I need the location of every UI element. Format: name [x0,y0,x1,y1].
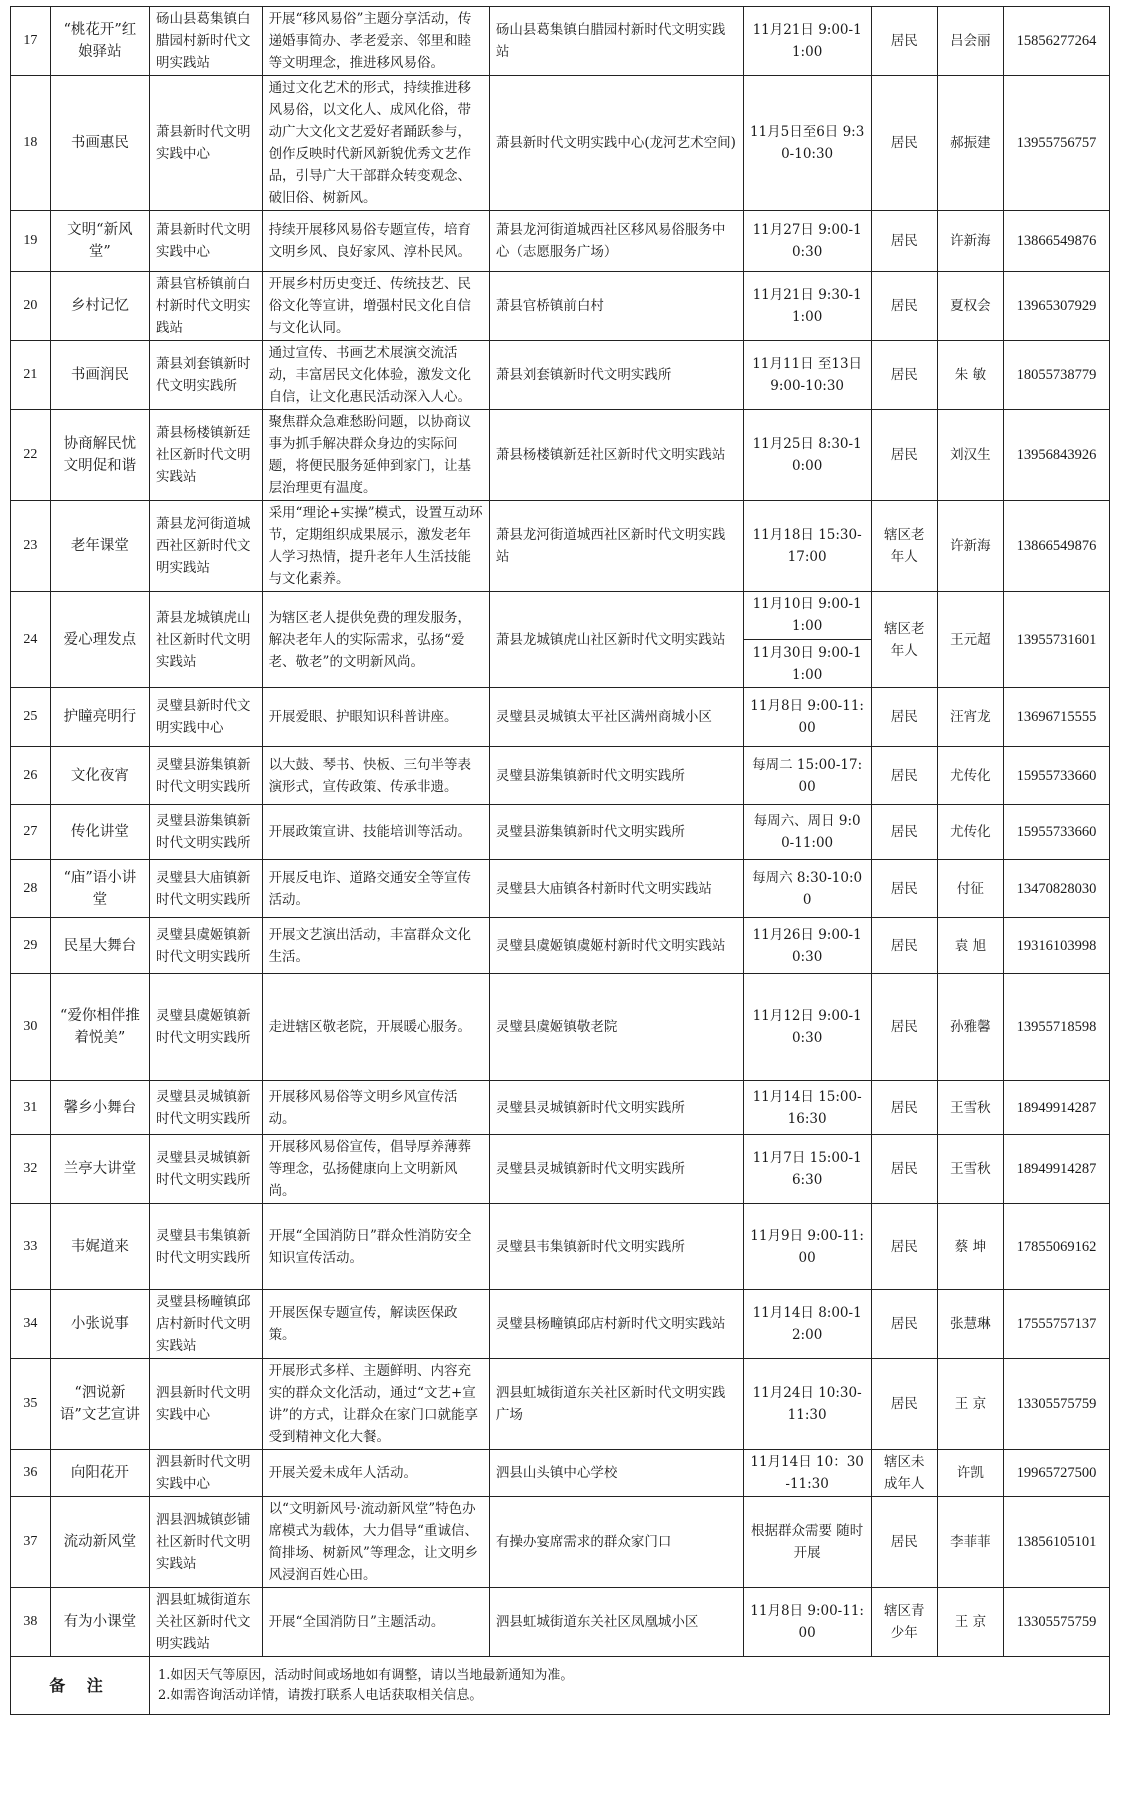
organizer-venue: 泗县新时代文明实践中心 [150,1359,263,1450]
activity-time: 11月18日 15:30-17:00 [743,501,871,592]
activity-location: 泗县虹城街道东关社区凤凰城小区 [489,1588,743,1657]
activity-time: 每周六、周日 9:00-11:00 [743,805,871,860]
contact-phone: 13470828030 [1004,860,1110,918]
activity-name: 小张说事 [50,1290,149,1359]
activity-content: 开展移风易俗宣传，倡导厚养薄葬等理念，弘扬健康向上文明新风尚。 [262,1135,489,1204]
organizer-venue: 泗县泗城镇彭铺社区新时代文明实践站 [150,1497,263,1588]
activity-content: 开展文艺演出活动，丰富群众文化生活。 [262,918,489,974]
notes-label: 备 注 [11,1657,150,1715]
activity-name: 馨乡小舞台 [50,1081,149,1135]
activity-location: 萧县龙河街道城西社区移风易俗服务中心（志愿服务广场） [489,211,743,272]
contact-person: 刘汉生 [937,410,1003,501]
target-audience: 居民 [871,7,937,76]
contact-phone: 13866549876 [1004,211,1110,272]
table-row [11,747,1110,805]
contact-phone: 19316103998 [1004,918,1110,974]
organizer-venue: 萧县龙城镇虎山社区新时代文明实践站 [150,592,263,688]
activity-location: 砀山县葛集镇白腊园村新时代文明实践站 [489,7,743,76]
organizer-venue: 泗县虹城街道东关社区新时代文明实践站 [150,1588,263,1657]
contact-phone: 19965727500 [1004,1450,1110,1497]
activity-time: 每周六 8:30-10:00 [743,860,871,918]
table-row [11,7,1110,76]
organizer-venue: 萧县杨楼镇新廷社区新时代文明实践站 [150,410,263,501]
activity-name: “桃花开”红娘驿站 [50,7,149,76]
activity-name: “爱你相伴推着悦美” [50,974,149,1081]
activity-name: 韦娓道来 [50,1204,149,1290]
target-audience: 居民 [871,1081,937,1135]
activity-content: 以“文明新风号·流动新风堂”特色办席模式为载体，大力倡导“重诚信、简排场、树新风”等理念，让文明乡风浸润百姓心田。 [262,1497,489,1588]
table-row [11,1450,1110,1497]
activity-name: 协商解民忧文明促和谐 [50,410,149,501]
organizer-venue: 泗县新时代文明实践中心 [150,1450,263,1497]
activity-content: 开展政策宣讲、技能培训等活动。 [262,805,489,860]
table-row [11,76,1110,211]
row-number: 38 [11,1588,51,1657]
activity-location: 萧县杨楼镇新廷社区新时代文明实践站 [489,410,743,501]
target-audience: 居民 [871,76,937,211]
activity-time-second: 11月30日 9:00-11:00 [752,645,862,683]
contact-person: 王 京 [937,1588,1003,1657]
contact-person: 汪宵龙 [937,688,1003,747]
activity-time [743,592,871,688]
row-number: 30 [11,974,51,1081]
organizer-venue: 灵璧县韦集镇新时代文明实践所 [150,1204,263,1290]
table-row [11,1290,1110,1359]
activity-table [10,6,1110,1715]
organizer-venue: 萧县新时代文明实践中心 [150,76,263,211]
activity-time: 11月14日 8:00-12:00 [743,1290,871,1359]
activity-location: 萧县龙城镇虎山社区新时代文明实践站 [489,592,743,688]
contact-person: 王元超 [937,592,1003,688]
organizer-venue: 萧县新时代文明实践中心 [150,211,263,272]
activity-name: 向阳花开 [50,1450,149,1497]
table-row [11,974,1110,1081]
activity-content: 开展乡村历史变迁、传统技艺、民俗文化等宣讲，增强村民文化自信与文化认同。 [262,272,489,341]
row-number: 37 [11,1497,51,1588]
table-row [11,211,1110,272]
activity-time: 11月5日至6日 9:30-10:30 [743,76,871,211]
activity-time: 11月24日 10:30-11:30 [743,1359,871,1450]
activity-content: 聚焦群众急难愁盼问题，以协商议事为抓手解决群众身边的实际问题，将便民服务延伸到家门，让基层治理更有温度。 [262,410,489,501]
contact-phone: 18949914287 [1004,1135,1110,1204]
activity-content: 开展“全国消防日”群众性消防安全知识宣传活动。 [262,1204,489,1290]
activity-location: 灵璧县灵城镇太平社区满州商城小区 [489,688,743,747]
row-number: 34 [11,1290,51,1359]
organizer-venue: 萧县龙河街道城西社区新时代文明实践站 [150,501,263,592]
contact-phone: 17555757137 [1004,1290,1110,1359]
table-row [11,805,1110,860]
contact-person: 许凯 [937,1450,1003,1497]
table-row [11,688,1110,747]
activity-time: 11月12日 9:00-10:30 [743,974,871,1081]
activity-content: 开展“移风易俗”主题分享活动，传递婚事简办、孝老爱亲、邻里和睦等文明理念，推进移风易俗。 [262,7,489,76]
activity-time: 11月8日 9:00-11:00 [743,688,871,747]
row-number: 24 [11,592,51,688]
target-audience: 居民 [871,272,937,341]
activity-time-first: 11月10日 9:00-11:00 [752,596,862,634]
contact-phone: 13856105101 [1004,1497,1110,1588]
contact-phone: 13955756757 [1004,76,1110,211]
table-row [11,1135,1110,1204]
contact-person: 蔡 坤 [937,1204,1003,1290]
activity-time: 根据群众需要 随时开展 [743,1497,871,1588]
target-audience: 辖区未成年人 [871,1450,937,1497]
organizer-venue: 灵璧县新时代文明实践中心 [150,688,263,747]
target-audience: 居民 [871,211,937,272]
activity-name: “庙”语小讲堂 [50,860,149,918]
activity-content: 为辖区老人提供免费的理发服务，解决老年人的实际需求，弘扬“爱老、敬老”的文明新风尚。 [262,592,489,688]
organizer-venue: 萧县刘套镇新时代文明实践所 [150,341,263,410]
activity-location: 灵璧县游集镇新时代文明实践所 [489,805,743,860]
activity-name: 乡村记忆 [50,272,149,341]
contact-person: 袁 旭 [937,918,1003,974]
target-audience: 居民 [871,918,937,974]
activity-location: 灵璧县大庙镇各村新时代文明实践站 [489,860,743,918]
row-number: 35 [11,1359,51,1450]
table-row [11,1204,1110,1290]
activity-name: 文化夜宵 [50,747,149,805]
contact-phone: 15955733660 [1004,747,1110,805]
notes-text [150,1657,1110,1715]
notes-row [11,1657,1110,1715]
activity-content: 开展“全国消防日”主题活动。 [262,1588,489,1657]
activity-location: 灵璧县韦集镇新时代文明实践所 [489,1204,743,1290]
target-audience: 辖区青少年 [871,1588,937,1657]
organizer-venue: 灵璧县游集镇新时代文明实践所 [150,747,263,805]
contact-phone: 13956843926 [1004,410,1110,501]
activity-location: 灵璧县游集镇新时代文明实践所 [489,747,743,805]
activity-name: “泗说新语”文艺宣讲 [50,1359,149,1450]
target-audience: 居民 [871,1290,937,1359]
target-audience: 居民 [871,747,937,805]
organizer-venue: 灵璧县虞姬镇新时代文明实践所 [150,974,263,1081]
table-row [11,1081,1110,1135]
activity-location: 泗县山头镇中心学校 [489,1450,743,1497]
table-row [11,592,1110,688]
activity-time: 11月21日 9:00-11:00 [743,7,871,76]
activity-time: 每周二 15:00-17:00 [743,747,871,805]
activity-schedule [10,6,1110,1715]
contact-phone: 13955718598 [1004,974,1110,1081]
contact-person: 吕会丽 [937,7,1003,76]
organizer-venue: 灵璧县大庙镇新时代文明实践所 [150,860,263,918]
contact-person: 夏权会 [937,272,1003,341]
contact-person: 李菲菲 [937,1497,1003,1588]
target-audience: 辖区老年人 [871,501,937,592]
activity-name: 流动新风堂 [50,1497,149,1588]
activity-name: 爱心理发点 [50,592,149,688]
activity-content: 通过文化艺术的形式，持续推进移风易俗，以文化人、成风化俗，带动广大文化文艺爱好者踊跃参与，创作反映时代新风新貌优秀文艺作品，引导广大干部群众转变观念、破旧俗、树新风。 [262,76,489,211]
target-audience: 辖区老年人 [871,592,937,688]
activity-location: 灵璧县虞姬镇虞姬村新时代文明实践站 [489,918,743,974]
activity-content: 走进辖区敬老院，开展暖心服务。 [262,974,489,1081]
activity-name: 传化讲堂 [50,805,149,860]
table-row [11,272,1110,341]
table-row [11,1359,1110,1450]
activity-name: 护瞳亮明行 [50,688,149,747]
organizer-venue: 灵璧县游集镇新时代文明实践所 [150,805,263,860]
activity-name: 书画润民 [50,341,149,410]
row-number: 18 [11,76,51,211]
activity-location: 有操办宴席需求的群众家门口 [489,1497,743,1588]
activity-location: 灵璧县虞姬镇敬老院 [489,974,743,1081]
activity-time: 11月7日 15:00-16:30 [743,1135,871,1204]
activity-content: 开展反电诈、道路交通安全等宣传活动。 [262,860,489,918]
organizer-venue: 萧县官桥镇前白村新时代文明实践站 [150,272,263,341]
row-number: 28 [11,860,51,918]
organizer-venue: 灵璧县杨疃镇邱店村新时代文明实践站 [150,1290,263,1359]
activity-time: 11月8日 9:00-11:00 [743,1588,871,1657]
activity-location: 灵璧县杨疃镇邱店村新时代文明实践站 [489,1290,743,1359]
contact-person: 王雪秋 [937,1135,1003,1204]
row-number: 25 [11,688,51,747]
contact-phone: 15955733660 [1004,805,1110,860]
contact-person: 尤传化 [937,747,1003,805]
contact-person: 尤传化 [937,805,1003,860]
activity-content: 持续开展移风易俗专题宣传，培育文明乡风、良好家风、淳朴民风。 [262,211,489,272]
row-number: 31 [11,1081,51,1135]
contact-person: 朱 敏 [937,341,1003,410]
contact-phone: 15856277264 [1004,7,1110,76]
row-number: 26 [11,747,51,805]
activity-location: 萧县官桥镇前白村 [489,272,743,341]
activity-content: 开展关爱未成年人活动。 [262,1450,489,1497]
activity-name: 书画惠民 [50,76,149,211]
table-row [11,918,1110,974]
table-row [11,1497,1110,1588]
organizer-venue: 灵璧县灵城镇新时代文明实践所 [150,1081,263,1135]
contact-phone: 13696715555 [1004,688,1110,747]
activity-time: 11月27日 9:00-10:30 [743,211,871,272]
contact-person: 王 京 [937,1359,1003,1450]
row-number: 33 [11,1204,51,1290]
activity-name: 老年课堂 [50,501,149,592]
target-audience: 居民 [871,410,937,501]
activity-location: 萧县刘套镇新时代文明实践所 [489,341,743,410]
activity-content: 开展形式多样、主题鲜明、内容充实的群众文化活动，通过“文艺+宣讲”的方式，让群众在家门口就能享受到精神文化大餐。 [262,1359,489,1450]
contact-phone: 18949914287 [1004,1081,1110,1135]
activity-location: 泗县虹城街道东关社区新时代文明实践广场 [489,1359,743,1450]
target-audience: 居民 [871,1359,937,1450]
row-number: 19 [11,211,51,272]
activity-name: 有为小课堂 [50,1588,149,1657]
contact-person: 孙雅馨 [937,974,1003,1081]
contact-person: 郝振建 [937,76,1003,211]
contact-person: 付征 [937,860,1003,918]
activity-content: 开展爱眼、护眼知识科普讲座。 [262,688,489,747]
contact-person: 王雪秋 [937,1081,1003,1135]
row-number: 17 [11,7,51,76]
row-number: 29 [11,918,51,974]
row-number: 27 [11,805,51,860]
table-row [11,501,1110,592]
target-audience: 居民 [871,688,937,747]
organizer-venue: 灵璧县虞姬镇新时代文明实践所 [150,918,263,974]
activity-time: 11月14日 15:00-16:30 [743,1081,871,1135]
contact-person: 许新海 [937,211,1003,272]
activity-content: 开展移风易俗等文明乡风宣传活动。 [262,1081,489,1135]
activity-content: 开展医保专题宣传，解读医保政策。 [262,1290,489,1359]
activity-location: 萧县新时代文明实践中心(龙河艺术空间) [489,76,743,211]
target-audience: 居民 [871,974,937,1081]
activity-content: 通过宣传、书画艺术展演交流活动，丰富居民文化体验，激发文化自信，让文化惠民活动深入人心。 [262,341,489,410]
activity-time: 11月11日 至13日 9:00-10:30 [743,341,871,410]
target-audience: 居民 [871,860,937,918]
table-row [11,410,1110,501]
activity-content: 以大鼓、琴书、快板、三句半等表演形式，宣传政策、传承非遗。 [262,747,489,805]
activity-location: 灵璧县灵城镇新时代文明实践所 [489,1135,743,1204]
activity-time: 11月26日 9:00-10:30 [743,918,871,974]
row-number: 21 [11,341,51,410]
contact-phone: 13305575759 [1004,1588,1110,1657]
target-audience: 居民 [871,1204,937,1290]
row-number: 23 [11,501,51,592]
activity-time: 11月14日 10：30-11:30 [743,1450,871,1497]
row-number: 36 [11,1450,51,1497]
activity-location: 灵璧县灵城镇新时代文明实践所 [489,1081,743,1135]
activity-time: 11月25日 8:30-10:00 [743,410,871,501]
contact-phone: 13866549876 [1004,501,1110,592]
activity-time: 11月21日 9:30-11:00 [743,272,871,341]
row-number: 32 [11,1135,51,1204]
contact-phone: 17855069162 [1004,1204,1110,1290]
notes-line-2: 2.如需咨询活动详情，请拨打联系人电话获取相关信息。 [158,1687,483,1703]
activity-name: 兰亭大讲堂 [50,1135,149,1204]
contact-phone: 13955731601 [1004,592,1110,688]
organizer-venue: 砀山县葛集镇白腊园村新时代文明实践站 [150,7,263,76]
contact-phone: 13965307929 [1004,272,1110,341]
activity-location: 萧县龙河街道城西社区新时代文明实践站 [489,501,743,592]
activity-content: 采用“理论+实操”模式，设置互动环节，定期组织成果展示，激发老年人学习热情，提升老年人生活技能与文化素养。 [262,501,489,592]
contact-person: 许新海 [937,501,1003,592]
row-number: 20 [11,272,51,341]
contact-phone: 18055738779 [1004,341,1110,410]
organizer-venue: 灵璧县灵城镇新时代文明实践所 [150,1135,263,1204]
table-row [11,1588,1110,1657]
activity-time: 11月9日 9:00-11:00 [743,1204,871,1290]
target-audience: 居民 [871,341,937,410]
notes-line-1: 1.如因天气等原因，活动时间或场地如有调整，请以当地最新通知为准。 [158,1667,574,1683]
contact-person: 张慧琳 [937,1290,1003,1359]
contact-phone: 13305575759 [1004,1359,1110,1450]
table-row [11,860,1110,918]
target-audience: 居民 [871,805,937,860]
table-row [11,341,1110,410]
target-audience: 居民 [871,1135,937,1204]
target-audience: 居民 [871,1497,937,1588]
row-number: 22 [11,410,51,501]
activity-name: 民星大舞台 [50,918,149,974]
activity-name: 文明“新风堂” [50,211,149,272]
